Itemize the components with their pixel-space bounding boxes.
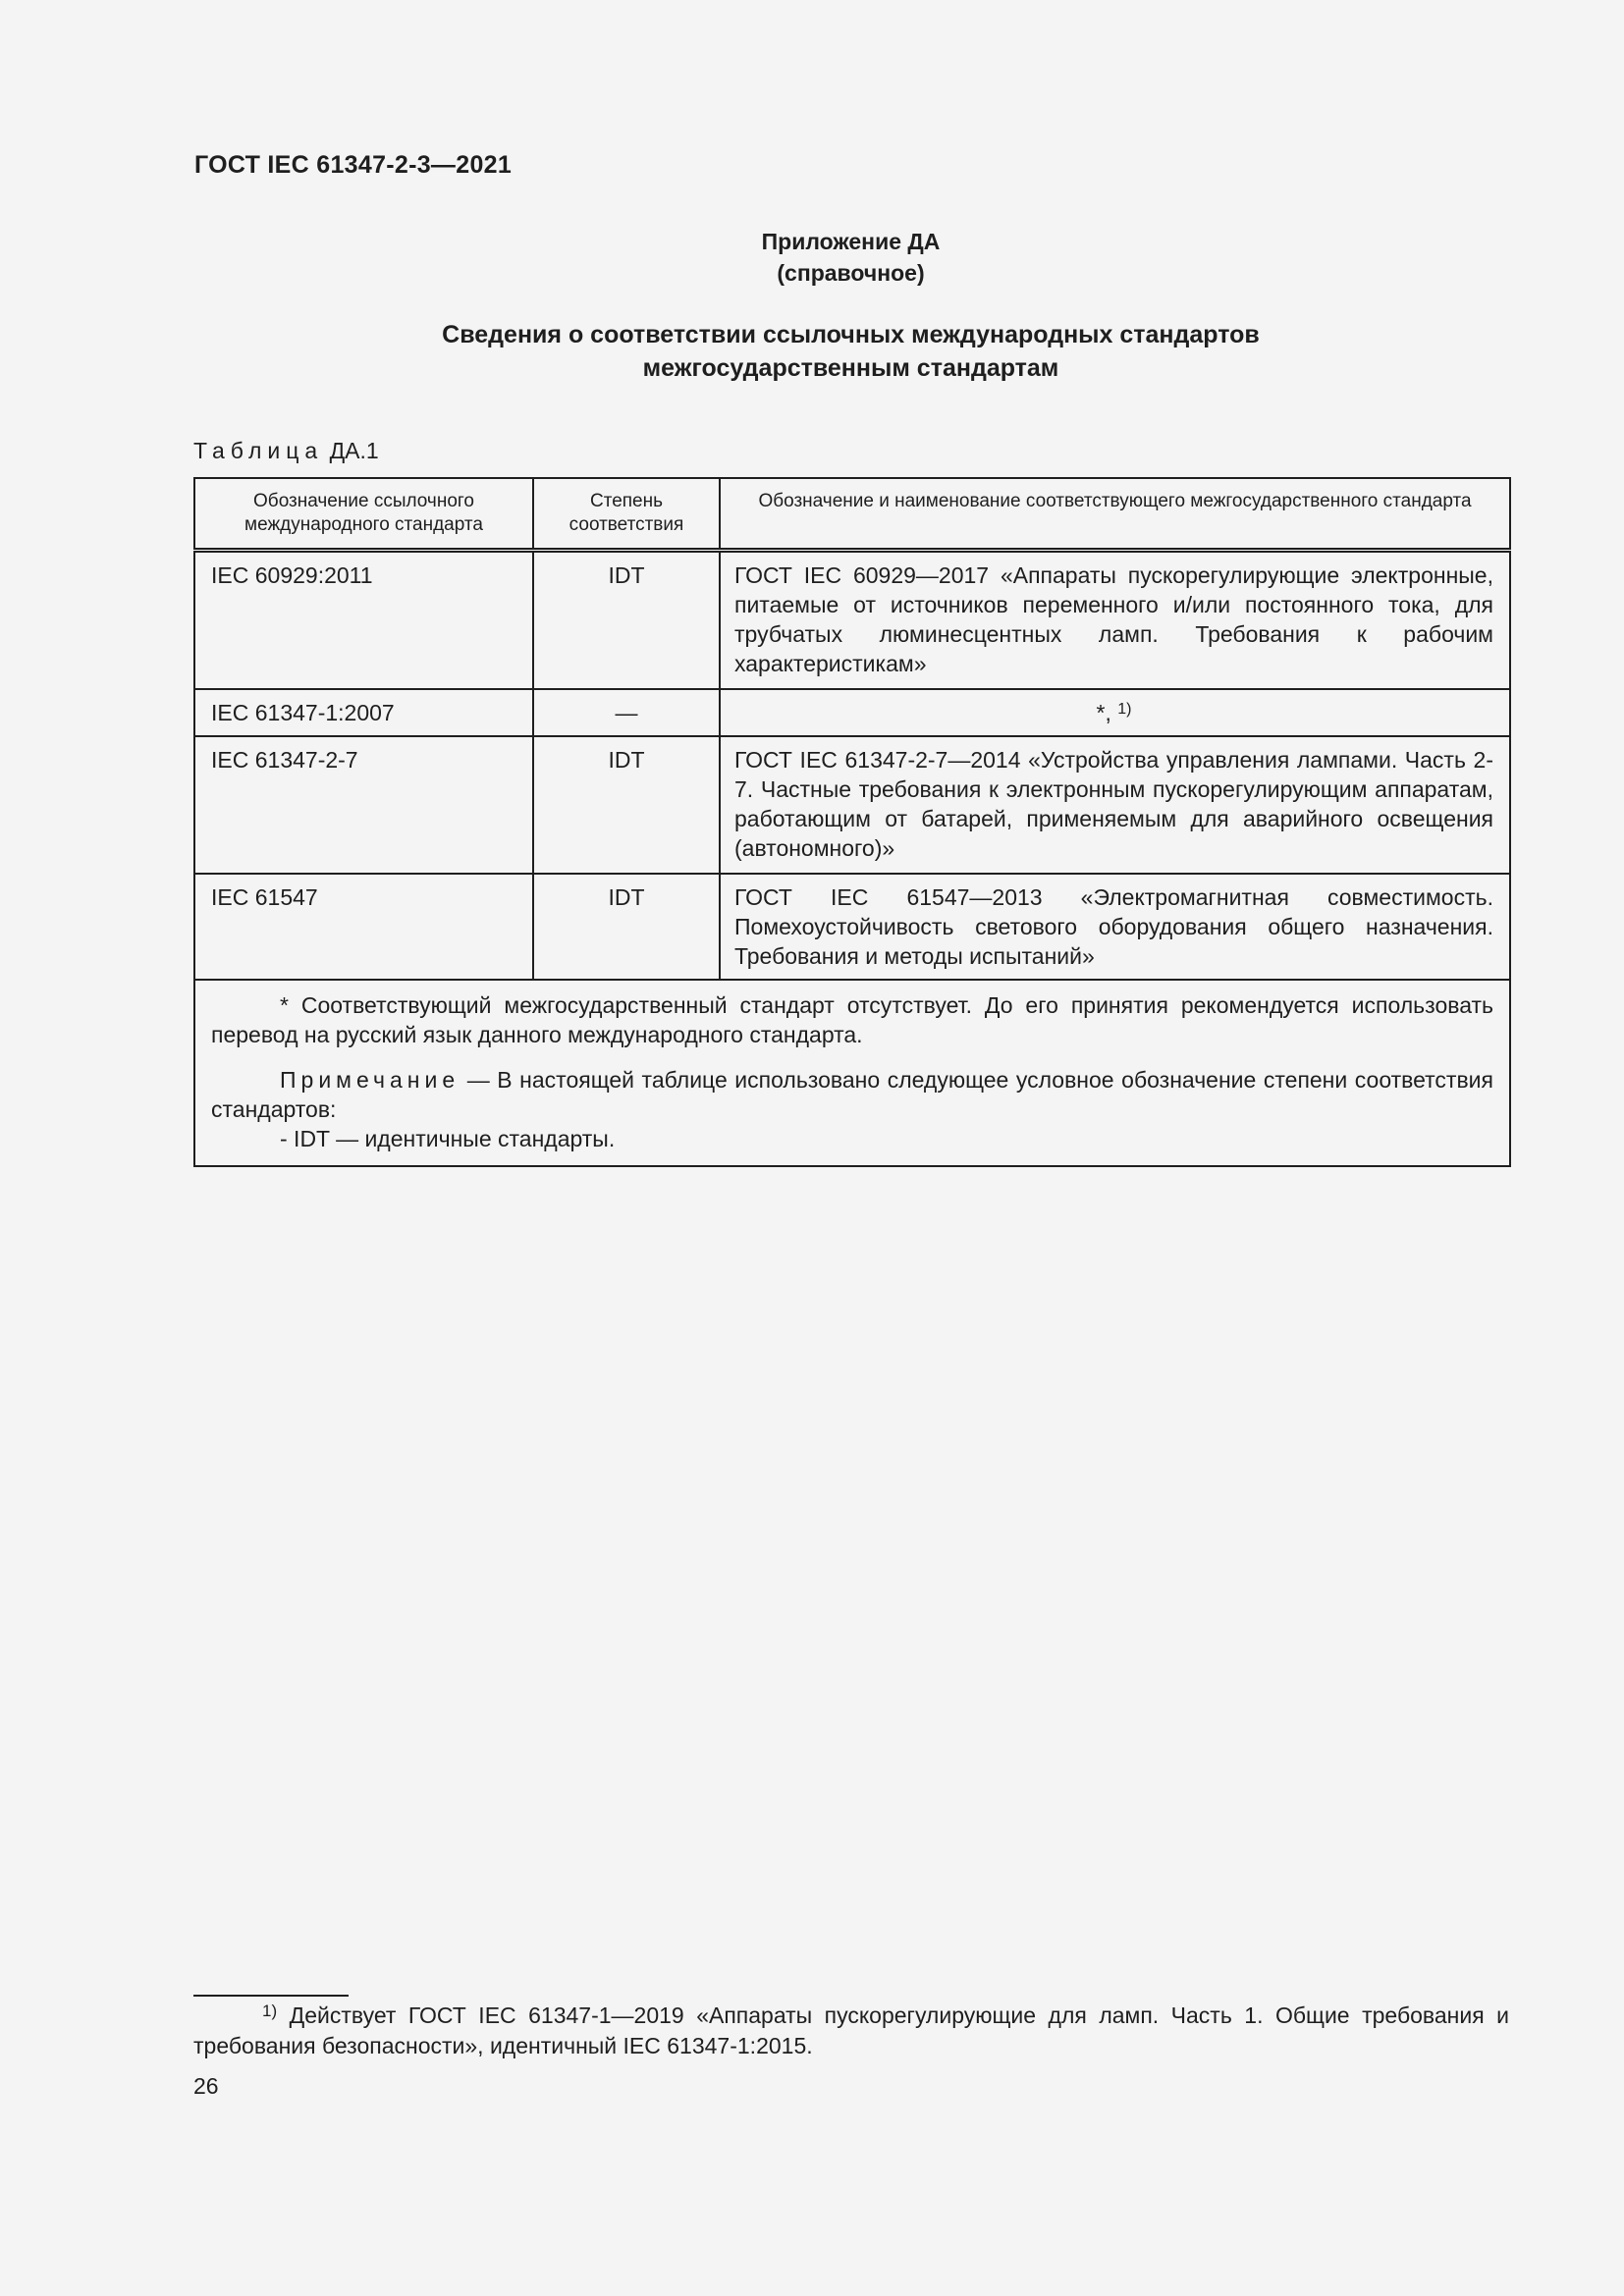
cell-degree: IDT [533, 874, 720, 980]
cell-ref: IEC 61347-1:2007 [194, 689, 533, 736]
note-item: - IDT — идентичные стандарты. [280, 1125, 616, 1151]
footnote-separator [193, 1995, 349, 1997]
table-notes-row [194, 980, 1510, 1166]
table-caption-number: ДА.1 [329, 438, 379, 463]
cell-national: ГОСТ IEC 60929—2017 «Аппараты пускорегулирующие электронные, питаемые от источников переменного и/или постоянного тока, для трубчатых люминесцентных ламп. Требования к рабочим характеристикам» [720, 551, 1510, 689]
footnote-reference[interactable]: 1) [1117, 700, 1132, 718]
cell-national [720, 689, 1510, 736]
cell-degree: IDT [533, 736, 720, 874]
annex-heading [0, 226, 1624, 289]
cell-ref: IEC 61547 [194, 874, 533, 980]
cell-degree: — [533, 689, 720, 736]
table-row [194, 551, 1510, 689]
table-caption [193, 436, 379, 465]
section-title [0, 318, 1624, 385]
cell-national-text: *, [1096, 699, 1118, 725]
annex-title: Приложение ДА [761, 229, 941, 254]
note-label: Примечание [280, 1066, 460, 1093]
table-header-row [194, 478, 1510, 551]
column-header-national: Обозначение и наименование соответствующего межгосударственного стандарта [720, 478, 1510, 551]
annex-status: (справочное) [777, 260, 925, 286]
cell-degree: IDT [533, 551, 720, 689]
section-title-line1: Сведения о соответствии ссылочных международных стандартов [442, 321, 1260, 348]
footnote-text: Действует ГОСТ IEC 61347-1—2019 «Аппараты пускорегулирующие для ламп. Часть 1. Общие требования и требования безопасности», идентичный IEC 61347-1:2015. [193, 2002, 1509, 2058]
section-title-line2: межгосударственным стандартам [642, 354, 1059, 382]
page-number: 26 [193, 2073, 219, 2099]
cell-national: ГОСТ IEC 61547—2013 «Электромагнитная совместимость. Помехоустойчивость светового оборудования общего назначения. Требования и методы испытаний» [720, 874, 1510, 980]
table-row [194, 874, 1510, 980]
footnote-mark: 1) [262, 2002, 278, 2020]
table-row [194, 689, 1510, 736]
cell-ref: IEC 61347-2-7 [194, 736, 533, 874]
cell-ref: IEC 60929:2011 [194, 551, 533, 689]
table-caption-word: Таблица [193, 438, 324, 463]
document-header: ГОСТ IEC 61347-2-3—2021 [194, 151, 513, 179]
cell-national: ГОСТ IEC 61347-2-7—2014 «Устройства управления лампами. Часть 2-7. Частные требования к электронным пускорегулирующим аппаратам, работающим от батарей, применяемым для аварийного освещения (автономного)» [720, 736, 1510, 874]
note-text: — В настоящей таблице использовано следующее условное обозначение степени соответствия стандартов: [211, 1066, 1493, 1122]
footnote [193, 2001, 1509, 2061]
table-notes [194, 980, 1510, 1166]
column-header-degree: Степень соответствия [533, 478, 720, 551]
column-header-ref: Обозначение ссылочного международного стандарта [194, 478, 533, 551]
note-star: * Соответствующий межгосударственный стандарт отсутствует. До его принятия рекомендуется использовать перевод на русский язык данного международного стандарта. [211, 991, 1493, 1047]
table-row [194, 736, 1510, 874]
correspondence-table [193, 477, 1511, 1167]
note-paragraph [211, 1065, 1493, 1124]
